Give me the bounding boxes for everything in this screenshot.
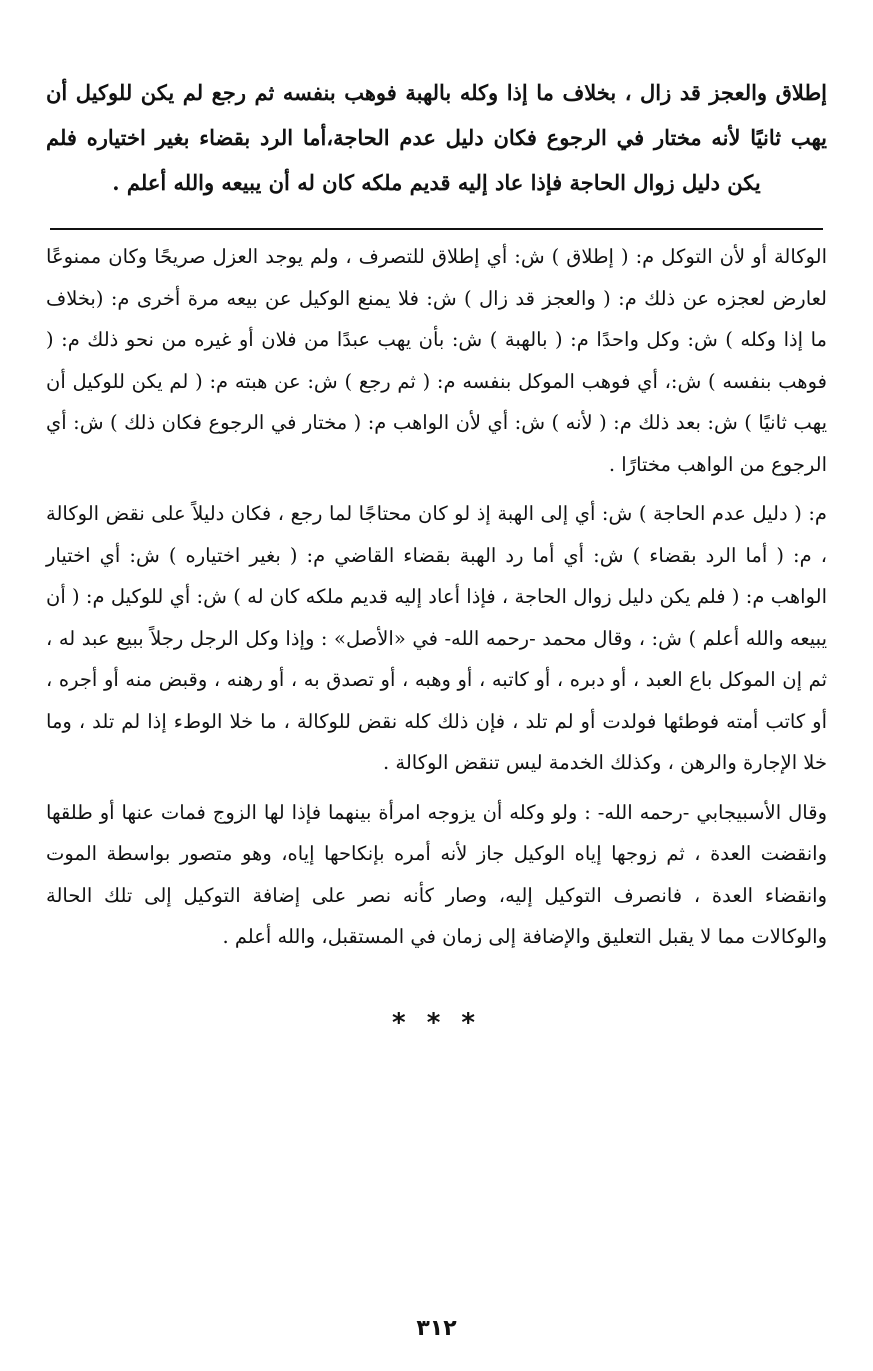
commentary-paragraph-3: وقال الأسبيجابي -رحمه الله- : ولو وكله أن يزوجه امرأة بينهما فإذا لها الزوج فمات عنها أو طلقها وانقضت العدة ، ثم زوجها إياه الوكيل جاز لأنه أمره بإنكاحها إياه، وهو متصور بواسطة الموت وانقضاء العدة ، فانصرف التوكيل إليه، وصار كأنه نصر على إضافة التوكيل إلى تلك الحالة والوكالات مما لا يقبل التعليق والإضافة إلى زمان في المستقبل، والله أعلم . bbox=[46, 800, 827, 948]
footnote-divider bbox=[50, 228, 823, 230]
commentary-paragraph-1: الوكالة أو لأن التوكل م: ( إطلاق ) ش: أي إطلاق للتصرف ، ولم يوجد العزل صريحًا وكان ممنوعًا لعارض لعجزه عن ذلك م: ( والعجز قد زال ) ش: فلا يمنع الوكيل عن بيعه مرة أخرى م: (بخلاف ما إذا وكله ) ش: وكل واحدًا م: ( بالهبة ) ش: بأن يهب عبدًا من فلان أو غيره من نحو ذلك م: ( فوهب بنفسه ) ش:، أي فوهب الموكل بنفسه م: ( ثم رجع ) ش: عن هبته م: ( لم يكن للوكيل أن يهب ثانيًا ) ش: بعد ذلك م: ( لأنه ) ش: أي لأن الواهب م: ( مختار في الرجوع فكان ذلك ) ش: أي الرجوع من الواهب مختارًا . bbox=[46, 245, 827, 476]
page-number: ٣١٢ bbox=[416, 1316, 457, 1341]
commentary-section bbox=[46, 236, 827, 966]
section-separator: * * * bbox=[392, 1008, 481, 1038]
main-text: إطلاق والعجز قد زال ، بخلاف ما إذا وكله بالهبة فوهب بنفسه ثم رجع لم يكن للوكيل أن يهب ثانيًا لأنه مختار في الرجوع فكان دليل عدم الحاجة،أما الرد بقضاء بغير اختياره فلم يكن دليل زوال الحاجة فإذا عاد إليه قديم ملكه كان له أن يبيعه والله أعلم . bbox=[46, 80, 827, 195]
commentary-paragraph-2: م: ( دليل عدم الحاجة ) ش: أي إلى الهبة إذ لو كان محتاجًا لما رجع ، فكان دليلاً على نقض الوكالة ، م: ( أما الرد بقضاء ) ش: أي أما رد الهبة بقضاء القاضي م: ( بغير اختياره ) ش: أي اختيار الواهب م: ( فلم يكن دليل زوال الحاجة ، فإذا أعاد إليه قديم ملكه كان له ) ش: أي للوكيل م: ( أن يبيعه والله أعلم ) ش: ، وقال محمد -رحمه الله- في «الأصل» : وإذا وكل الرجل رجلاً ببيع عبد له ، ثم إن الموكل باع العبد ، أو دبره ، أو كاتبه ، أو وهبه ، أو تصدق به ، أو رهنه ، وقبض منه أو أجره ، أو كاتب أمته فوطئها فولدت أو لم تلد ، فإن ذلك كله نقض للوكالة ، ما خلا الوطء إذا لم تلد ، وما خلا الإجارة والرهن ، وكذلك الخدمة ليس تنقض الوكالة . bbox=[46, 502, 827, 774]
